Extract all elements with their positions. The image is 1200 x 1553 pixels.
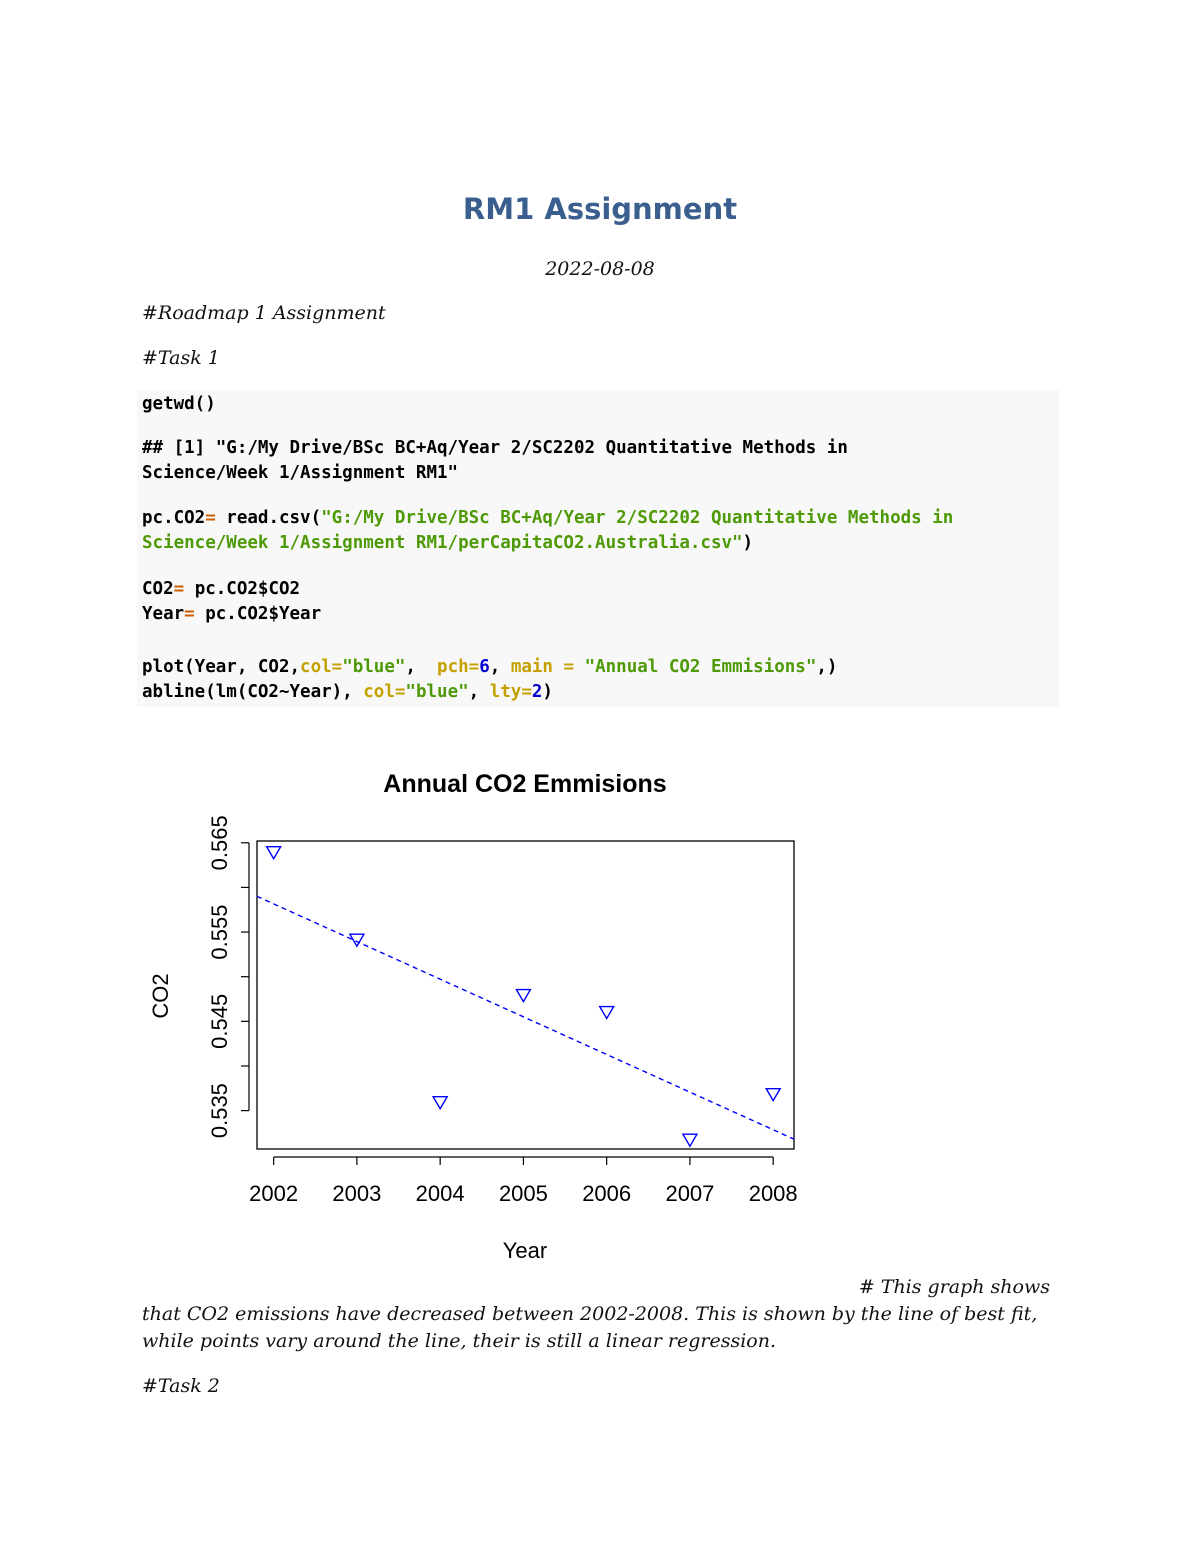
x-tick-label: 2005 [498,1181,548,1206]
code-operator: = [173,579,185,599]
data-point [516,990,530,1002]
code-token: , [468,682,490,702]
code-operator: = [184,604,195,624]
code-token: pc.CO2 [142,508,206,528]
data-point [600,1007,614,1019]
code-token: ) [542,682,553,702]
code-token: abline(lm(CO2~Year), [142,682,364,702]
code-arg: main = [510,657,585,677]
code-getwd: getwd() [142,394,216,414]
code-token: Year [142,604,185,624]
code-string: "G:/My Drive/BSc BC+Aq/Year 2/SC2202 Quantitative Methods in [321,508,954,528]
code-arg: pch= [437,657,480,677]
x-tick-label: 2006 [582,1181,632,1206]
data-point [683,1134,697,1146]
code-token: CO2 [142,579,174,599]
code-string: "blue" [342,657,406,677]
data-point [433,1097,447,1109]
x-tick-label: 2008 [748,1181,798,1206]
code-string: "blue" [405,682,469,702]
code-operator: = [205,508,216,528]
page-title: RM1 Assignment [462,192,738,226]
code-token: , [405,657,438,677]
code-arg: lty= [489,682,532,702]
co2-scatter-chart [142,760,822,1280]
y-axis-label: CO2 [148,973,173,1019]
plot-frame [257,841,794,1149]
x-tick-label: 2003 [332,1181,382,1206]
code-number: 2 [531,682,543,702]
heading-roadmap: #Roadmap 1 Assignment [142,302,386,324]
code-token: pc.CO2$CO2 [184,579,301,599]
data-point [350,934,364,946]
caption-line2: that CO2 emissions have decreased between 2002-2008. This is shown by the line of best fit, [142,1303,1038,1325]
code-token: pc.CO2$Year [194,604,322,624]
code-arg: col= [363,682,406,702]
code-co2-assign [142,577,300,602]
code-read-line2 [142,531,753,556]
code-arg: col= [300,657,343,677]
code-string: "Annual CO2 Emmisions" [584,657,817,677]
x-tick-label: 2004 [415,1181,465,1206]
y-tick-label: 0.535 [207,1083,232,1139]
caption-line1: # This graph shows [858,1276,1050,1298]
code-token: , [489,657,511,677]
code-read-line1 [142,506,953,531]
heading-task1: #Task 1 [142,347,220,369]
code-abline [142,680,553,705]
code-token: ,) [816,657,838,677]
code-token: read.csv( [215,508,322,528]
trend-line [257,896,794,1139]
code-getwd-output-line1: ## [1] "G:/My Drive/BSc BC+Aq/Year 2/SC2202 Quantitative Methods in [142,438,848,458]
chart-title: Annual CO2 Emmisions [383,770,667,798]
code-getwd-output-line2: Science/Week 1/Assignment RM1" [142,463,459,483]
heading-task2: #Task 2 [142,1375,220,1397]
y-tick-label: 0.545 [207,993,232,1049]
code-string: Science/Week 1/Assignment RM1/perCapitaCO2.Australia.csv" [142,533,743,553]
x-tick-label: 2002 [249,1181,299,1206]
code-year-assign [142,602,321,627]
code-number: 6 [479,657,490,677]
code-plot [142,655,837,680]
x-axis-label: Year [502,1238,548,1263]
caption-line3: while points vary around the line, their is still a linear regression. [142,1330,776,1352]
document-date: 2022-08-08 [545,258,655,280]
code-token: plot(Year, CO2, [142,657,301,677]
code-token: ) [742,533,754,553]
y-tick-label: 0.555 [207,904,232,960]
x-tick-label: 2007 [665,1181,715,1206]
y-tick-label: 0.565 [207,815,232,871]
data-point [267,847,281,859]
data-point [766,1089,780,1101]
